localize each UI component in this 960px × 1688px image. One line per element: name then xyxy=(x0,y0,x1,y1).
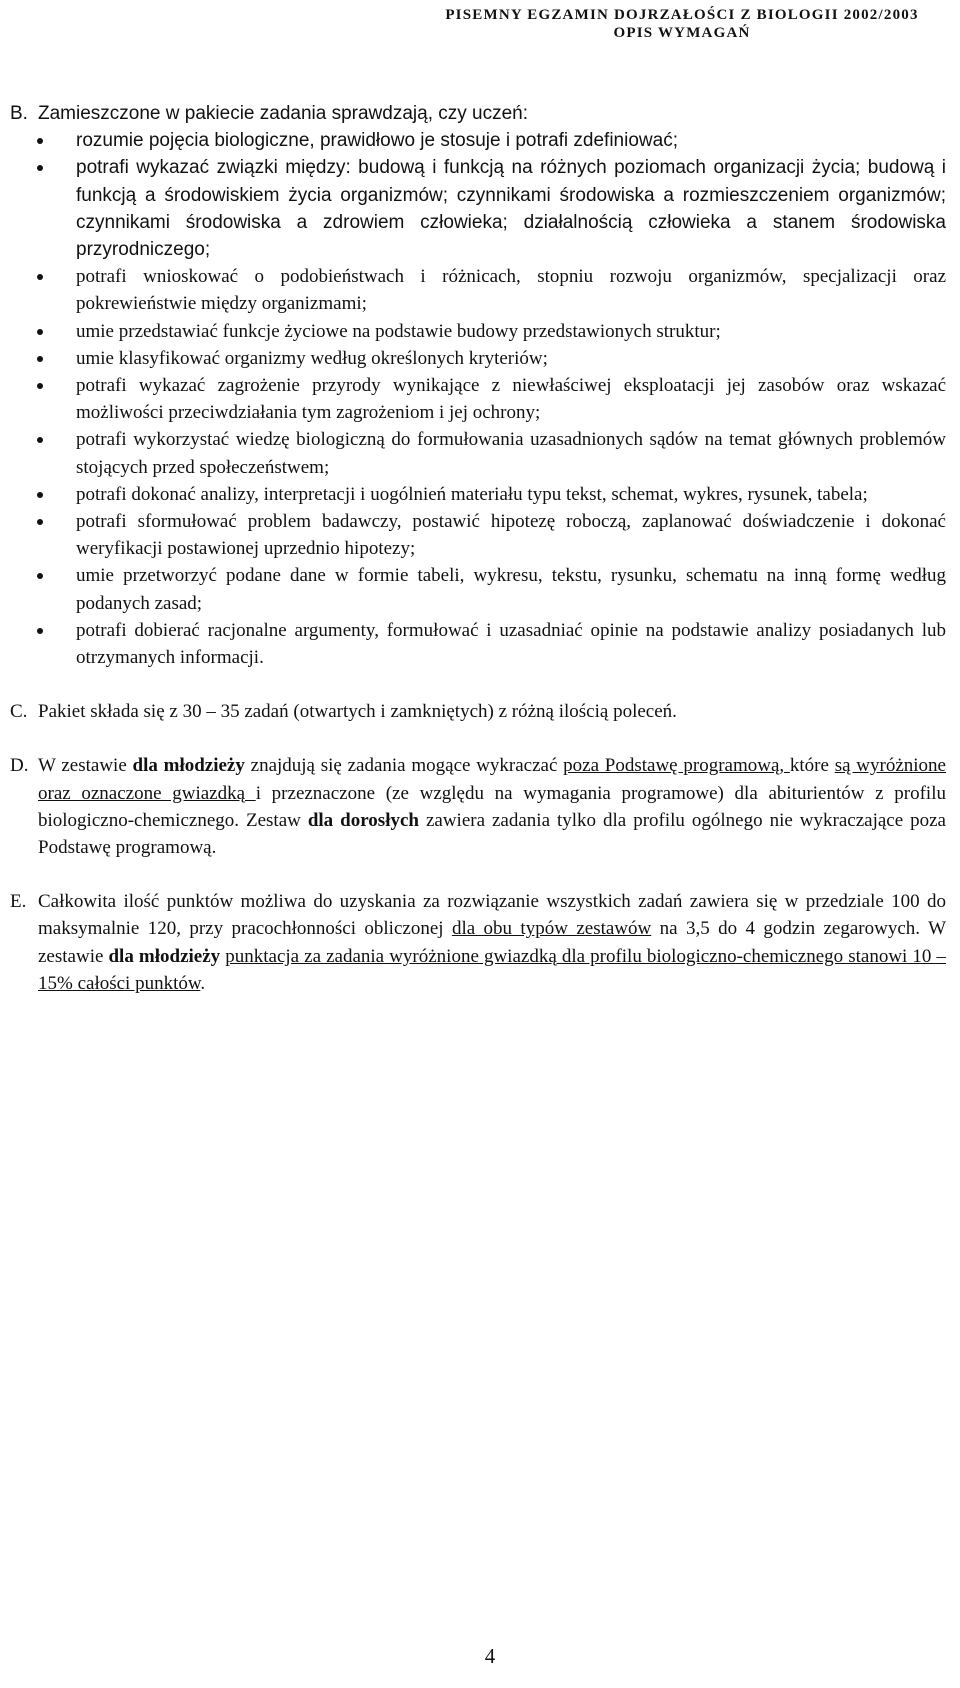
list-item-text: potrafi dokonać analizy, interpretacji i uogólnień materiału typu tekst, schemat, wykres, rysunek, tabela; xyxy=(76,483,868,505)
list-item-text: potrafi wnioskować o podobieństwach i różnicach, stopniu rozwoju organizmów, specjalizacji oraz pokrewieństwie między organizmami; xyxy=(76,266,946,315)
section-c-text: Pakiet składa się z 30 – 35 zadań (otwartych i zamkniętych) z różną ilością poleceń. xyxy=(38,701,677,723)
section-c-letter: C. xyxy=(10,701,28,723)
text-run: zawiera zadania tylko dla profilu ogólnego nie wykraczające poza Podstawę programową. xyxy=(38,809,946,859)
underlined-text: dla obu typów zestawów xyxy=(451,918,652,940)
section-e xyxy=(10,888,946,997)
section-e-letter: E. xyxy=(10,891,27,913)
list-item-text: potrafi wykorzystać wiedzę biologiczną do formułowania uzasadnionych sądów na temat głównych problemów stojących przed społeczeństwem; xyxy=(76,429,946,478)
list-item xyxy=(10,562,946,616)
list-item-text: potrafi dobierać racjonalne argumenty, formułować i uzasadniać opinie na podstawie analizy posiadanych lub otrzymanych informacji. xyxy=(76,619,946,669)
underlined-text: punktacja za zadania wyróżnione gwiazdką dla profilu biologiczno-chemicznego stanowi 10 – 15% całości punktów xyxy=(38,945,946,994)
text-run: . xyxy=(200,972,206,994)
underlined-text: są wyróżnione oraz oznaczone gwiazdką xyxy=(38,755,946,804)
list-item-text: potrafi wykazać związki między: budową i funkcją na różnych poziomach organizacji życia; budową i funkcją a środowiskiem życia organizmów; czynnikami środowiska a rozmieszczeniem organizmów; czynnikami środowiska a zdrowiem człowieka; działalnością człowieka a stanem środowiska przyrodniczego; xyxy=(76,157,946,261)
text-run: na 3,5 do 4 godzin zegarowych. W zestawie xyxy=(38,918,947,967)
list-item xyxy=(10,508,946,562)
list-item xyxy=(10,154,946,263)
header-subtitle: OPIS WYMAGAŃ xyxy=(613,25,751,41)
section-b-letter: B. xyxy=(10,103,28,124)
list-item-text: umie klasyfikować organizmy według określonych kryteriów; xyxy=(76,347,548,369)
bold-text: dla dorosłych xyxy=(307,809,419,831)
section-e-text xyxy=(38,888,946,997)
list-item xyxy=(10,263,946,317)
list-item xyxy=(10,345,946,372)
section-c xyxy=(10,698,946,725)
list-item-text: umie przetworzyć podane dane w formie tabeli, wykresu, tekstu, rysunku, schematu na inną formę według podanych zasad; xyxy=(76,565,946,614)
section-b-intro: Zamieszczone w pakiecie zadania sprawdzają, czy uczeń: xyxy=(38,103,529,124)
header-title: PISEMNY EGZAMIN DOJRZAŁOŚCI Z BIOLOGII 2002/2003 xyxy=(445,7,919,23)
bold-text: dla młodzieży xyxy=(108,945,221,967)
underlined-text: poza Podstawę programową, xyxy=(563,755,790,777)
document-body xyxy=(10,100,946,997)
section-b xyxy=(10,100,946,127)
page-header xyxy=(422,6,942,42)
list-item-text: potrafi sformułować problem badawczy, postawić hipotezę roboczą, zaplanować doświadczenie i dokonać weryfikacji postawionej uprzednio hipotezy; xyxy=(76,511,946,560)
list-item xyxy=(10,426,946,480)
list-item xyxy=(10,372,946,426)
list-item xyxy=(10,127,946,154)
text-run: które xyxy=(789,755,835,777)
list-item-text: rozumie pojęcia biologiczne, prawidłowo je stosuje i potrafi zdefiniować; xyxy=(76,130,678,152)
text-run: znajdują się zadania mogące wykraczać xyxy=(244,755,564,777)
list-item xyxy=(10,481,946,508)
list-item xyxy=(10,617,946,671)
text-run: i przeznaczone (ze względu na wymagania programowe) dla abiturientów z profilu biologiczno-chemicznego. Zestaw xyxy=(38,782,946,831)
list-item-text: umie przedstawiać funkcje życiowe na podstawie budowy przedstawionych struktur; xyxy=(76,320,721,342)
page-number: 4 xyxy=(484,1644,496,1668)
requirements-list xyxy=(10,127,946,671)
section-d-letter: D. xyxy=(10,755,29,777)
text-run: W zestawie xyxy=(38,755,133,777)
section-d xyxy=(10,752,946,861)
list-item-text: potrafi wykazać zagrożenie przyrody wynikające z niewłaściwej eksploatacji jej zasobów oraz wskazać możliwości przeciwdziałania tym zagrożeniom i jej ochrony; xyxy=(76,375,946,424)
list-item xyxy=(10,318,946,345)
section-d-text xyxy=(38,752,946,861)
text-run: Całkowita ilość punktów możliwa do uzyskania za rozwiązanie wszystkich zadań zawiera się w przedziale 100 do maksymalnie 120, przy pracochłonności obliczonej xyxy=(38,891,946,940)
bold-text: dla młodzieży xyxy=(132,755,245,777)
